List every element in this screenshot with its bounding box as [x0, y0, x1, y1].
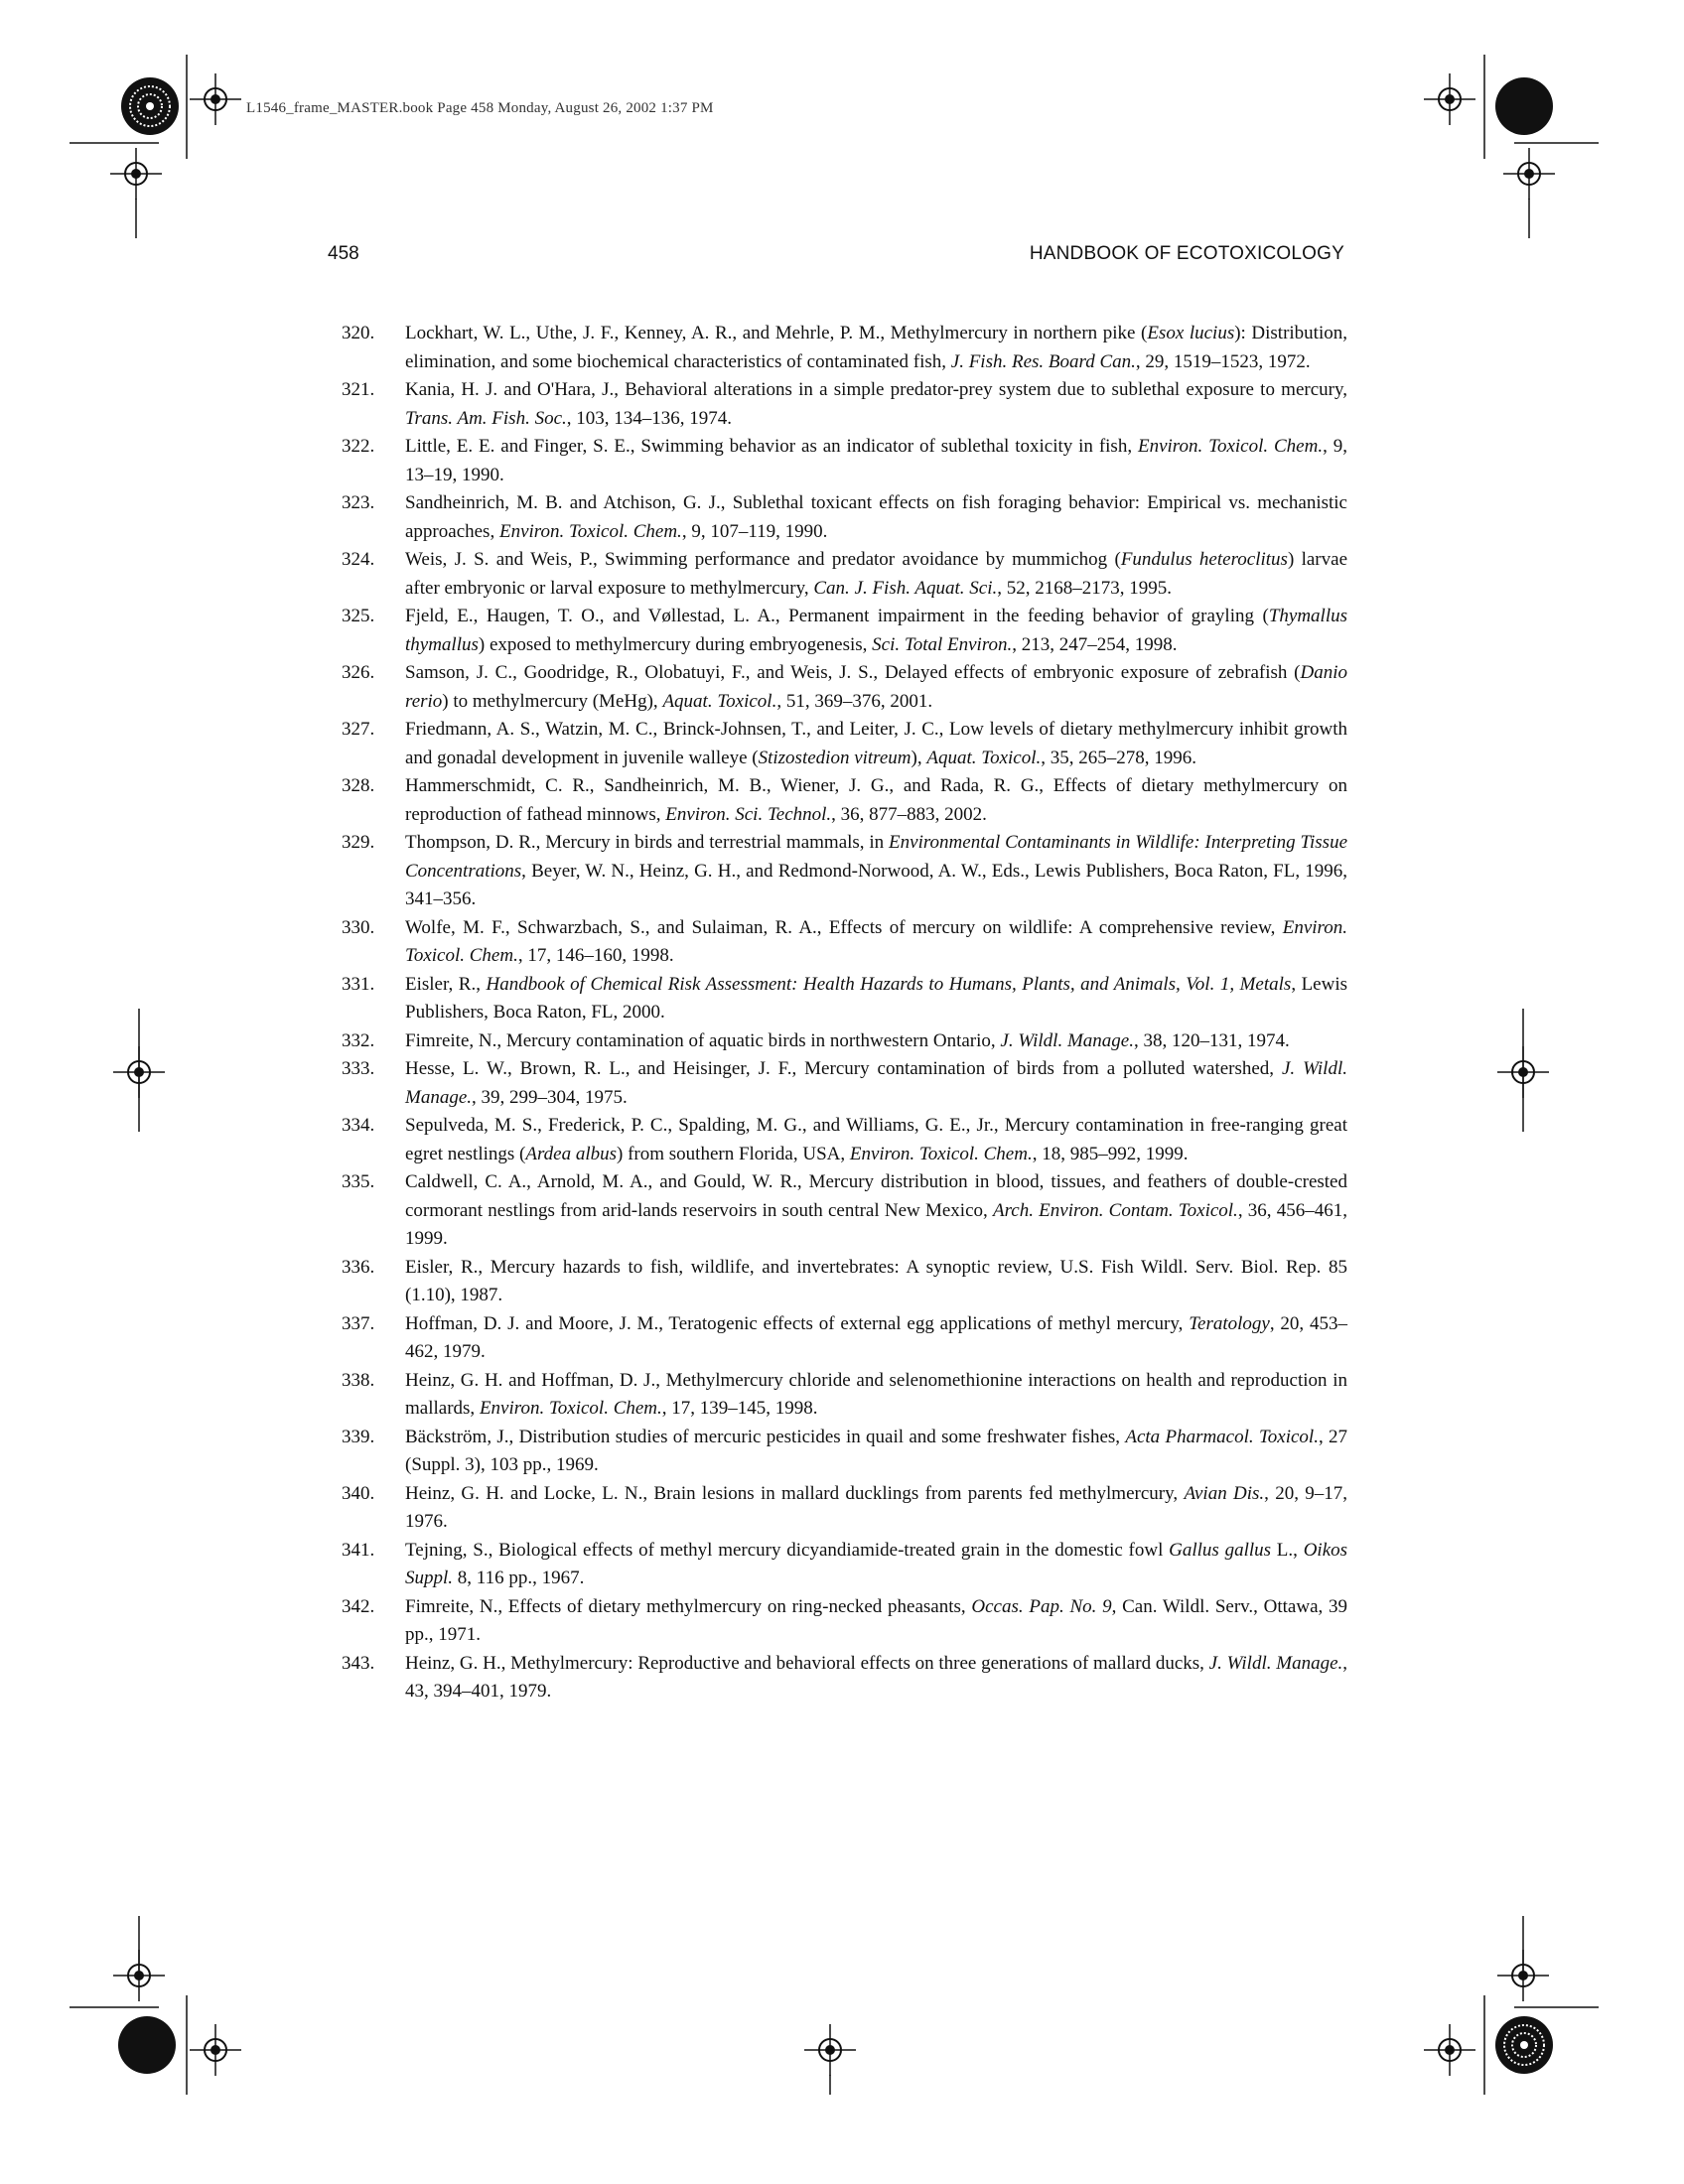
- reference-entry: [342, 1168, 1347, 1254]
- reference-text: [405, 489, 1347, 546]
- reference-entry: [342, 1310, 1347, 1367]
- reference-number: 342.: [342, 1595, 375, 1617]
- reference-italic-segment: Aquat. Toxicol.: [926, 747, 1042, 768]
- reference-segment: ) larvae after embryonic or larval exposure to methylmercury,: [405, 549, 1347, 599]
- reference-text: [405, 772, 1347, 829]
- reference-italic-segment: Trans. Am. Fish. Soc.: [405, 407, 567, 429]
- reference-italic-segment: J. Wildl. Manage.: [1208, 1652, 1343, 1674]
- reference-text: [405, 376, 1347, 433]
- reference-text: [405, 829, 1347, 914]
- reference-segment: ) exposed to methylmercury during embryogenesis,: [478, 633, 873, 655]
- reference-italic-segment: Aquat. Toxicol.: [662, 690, 777, 712]
- reference-italic-segment: Oikos Suppl.: [405, 1539, 1348, 1588]
- reference-number: 327.: [342, 719, 375, 740]
- reference-segment: , 213, 247–254, 1998.: [1012, 633, 1178, 655]
- reference-entry: [342, 489, 1347, 546]
- reference-entry: [342, 1027, 1347, 1056]
- reference-segment: , 17, 139–145, 1998.: [661, 1398, 818, 1419]
- reference-text: [405, 546, 1347, 603]
- reference-italic-segment: J. Wildl. Manage.: [405, 1058, 1347, 1108]
- reference-segment: Heinz, G. H. and Hoffman, D. J., Methylmercury chloride and selenomethionine interactions on health and reproduction in mallards,: [405, 1369, 1347, 1419]
- reference-segment: Sepulveda, M. S., Frederick, P. C., Spalding, M. G., and Williams, G. E., Jr., Mercury contamination in free-ranging great egret nestlings (: [405, 1115, 1347, 1164]
- reference-segment: Hoffman, D. J. and Moore, J. M., Teratogenic effects of external egg applications of methyl mercury,: [405, 1312, 1190, 1334]
- reference-text: [405, 1593, 1347, 1650]
- reference-segment: , 9, 107–119, 1990.: [681, 520, 828, 542]
- reference-text: [405, 1367, 1347, 1424]
- reference-entry: [342, 1112, 1347, 1168]
- reference-segment: Sandheinrich, M. B. and Atchison, G. J., Sublethal toxicant effects on fish foraging behavior: Empirical vs. mechanistic approaches,: [405, 492, 1347, 542]
- reference-segment: , 36, 877–883, 2002.: [831, 803, 987, 825]
- reference-number: 332.: [342, 1029, 375, 1051]
- reference-entry: [342, 1480, 1347, 1537]
- reference-italic-segment: Acta Pharmacol. Toxicol.: [1125, 1426, 1319, 1447]
- reference-number: 341.: [342, 1539, 375, 1561]
- reference-segment: , 43, 394–401, 1979.: [405, 1652, 1348, 1702]
- reference-entry: [342, 603, 1347, 659]
- reference-segment: ): Distribution, elimination, and some biochemical characteristics of contaminated fish,: [405, 323, 1347, 372]
- reference-text: [405, 1168, 1347, 1254]
- reference-text: [405, 971, 1347, 1027]
- reference-number: 322.: [342, 436, 375, 457]
- reference-text: [405, 1480, 1347, 1537]
- reference-number: 321.: [342, 379, 375, 400]
- reference-italic-segment: J. Fish. Res. Board Can.: [950, 350, 1136, 372]
- reference-text: [405, 1650, 1347, 1706]
- reference-segment: , 39, 299–304, 1975.: [472, 1086, 628, 1108]
- reference-entry: [342, 914, 1347, 971]
- reference-number: 326.: [342, 662, 375, 683]
- reference-segment: Hesse, L. W., Brown, R. L., and Heisinger, J. F., Mercury contamination of birds from a polluted watershed,: [405, 1058, 1282, 1079]
- reference-entry: [342, 1424, 1347, 1480]
- reference-italic-segment: Environ. Toxicol. Chem.: [849, 1143, 1033, 1164]
- reference-segment: Thompson, D. R., Mercury in birds and terrestrial mammals, in: [405, 832, 890, 853]
- reference-segment: Wolfe, M. F., Schwarzbach, S., and Sulaiman, R. A., Effects of mercury on wildlife: A comprehensive review,: [405, 916, 1283, 938]
- reference-number: 335.: [342, 1171, 375, 1192]
- reference-segment: , Beyer, W. N., Heinz, G. H., and Redmond-Norwood, A. W., Eds., Lewis Publishers, Boca Raton, FL, 1996, 341–356.: [405, 860, 1347, 909]
- reference-text: [405, 914, 1347, 971]
- reference-number: 340.: [342, 1482, 375, 1504]
- reference-segment: Fimreite, N., Mercury contamination of aquatic birds in northwestern Ontario,: [405, 1029, 1001, 1051]
- page-number: 458: [328, 243, 359, 264]
- reference-number: 343.: [342, 1652, 375, 1674]
- reference-number: 334.: [342, 1115, 375, 1136]
- reference-italic-segment: Environ. Toxicol. Chem.: [498, 520, 682, 542]
- reference-italic-segment: Fundulus heteroclitus: [1120, 549, 1288, 570]
- reference-number: 333.: [342, 1058, 375, 1079]
- reference-italic-segment: Ardea albus: [525, 1143, 618, 1164]
- reference-entry: [342, 320, 1347, 376]
- reference-entry: [342, 772, 1347, 829]
- reference-number: 339.: [342, 1426, 375, 1447]
- reference-segment: Kania, H. J. and O'Hara, J., Behavioral alterations in a simple predator-prey system due to sublethal exposure to mercury,: [405, 379, 1347, 400]
- reference-segment: Tejning, S., Biological effects of methyl mercury dicyandiamide-treated grain in the domestic fowl: [405, 1539, 1170, 1561]
- reference-text: [405, 1537, 1347, 1593]
- reference-text: [405, 1112, 1347, 1168]
- reference-italic-segment: Danio rerio: [405, 662, 1347, 712]
- reference-text: [405, 1254, 1347, 1310]
- reference-number: 329.: [342, 832, 375, 853]
- reference-segment: ) to methylmercury (MeHg),: [442, 690, 663, 712]
- reference-italic-segment: Arch. Environ. Contam. Toxicol.: [992, 1199, 1238, 1221]
- reference-text: [405, 1027, 1347, 1056]
- reference-entry: [342, 546, 1347, 603]
- reference-list: [342, 320, 1347, 1706]
- reference-entry: [342, 1367, 1347, 1424]
- reference-entry: [342, 971, 1347, 1027]
- reference-segment: , 17, 146–160, 1998.: [517, 945, 674, 966]
- file-slug: L1546_frame_MASTER.book Page 458 Monday, August 26, 2002 1:37 PM: [246, 100, 714, 116]
- reference-italic-segment: J. Wildl. Manage.: [1000, 1029, 1134, 1051]
- reference-italic-segment: Avian Dis.: [1184, 1482, 1265, 1504]
- reference-text: [405, 1310, 1347, 1367]
- reference-italic-segment: Environ. Sci. Technol.: [665, 803, 832, 825]
- reference-segment: , 35, 265–278, 1996.: [1041, 747, 1196, 768]
- reference-number: 337.: [342, 1312, 375, 1334]
- reference-segment: Heinz, G. H. and Locke, L. N., Brain lesions in mallard ducklings from parents fed methylmercury,: [405, 1482, 1185, 1504]
- reference-segment: , 38, 120–131, 1974.: [1133, 1029, 1290, 1051]
- reference-segment: , Can. Wildl. Serv., Ottawa, 39 pp., 1971.: [405, 1595, 1347, 1645]
- reference-segment: ) from southern Florida, USA,: [617, 1143, 850, 1164]
- reference-segment: 8, 116 pp., 1967.: [453, 1568, 585, 1588]
- reference-number: 324.: [342, 549, 375, 570]
- reference-segment: Lockhart, W. L., Uthe, J. F., Kenney, A. R., and Mehrle, P. M., Methylmercury in northern pike (: [405, 323, 1148, 343]
- reference-text: [405, 659, 1347, 716]
- reference-text: [405, 433, 1347, 489]
- reference-entry: [342, 1537, 1347, 1593]
- reference-segment: Friedmann, A. S., Watzin, M. C., Brinck-Johnsen, T., and Leiter, J. C., Low levels of dietary methylmercury inhibit growth and gonadal development in juvenile walleye (: [405, 719, 1347, 768]
- reference-number: 330.: [342, 916, 375, 938]
- reference-segment: Samson, J. C., Goodridge, R., Olobatuyi, F., and Weis, J. S., Delayed effects of embryonic exposure of zebrafish (: [405, 662, 1301, 683]
- reference-entry: [342, 1593, 1347, 1650]
- reference-segment: L.,: [1271, 1539, 1304, 1561]
- running-head: HANDBOOK OF ECOTOXICOLOGY: [1029, 243, 1344, 264]
- reference-text: [405, 320, 1347, 376]
- reference-segment: , 18, 985–992, 1999.: [1032, 1143, 1189, 1164]
- reference-segment: Weis, J. S. and Weis, P., Swimming performance and predator avoidance by mummichog (: [405, 549, 1121, 570]
- reference-number: 331.: [342, 973, 375, 995]
- reference-text: [405, 716, 1347, 772]
- reference-entry: [342, 1254, 1347, 1310]
- reference-italic-segment: Environmental Contaminants in Wildlife: Interpreting Tissue Concentrations: [405, 832, 1348, 882]
- reference-segment: Eisler, R., Mercury hazards to fish, wildlife, and invertebrates: A synoptic review, U.S. Fish Wildl. Serv. Biol. Rep. 85 (1.10), 1987.: [405, 1256, 1347, 1305]
- reference-segment: , 36, 456–461, 1999.: [405, 1199, 1348, 1249]
- reference-italic-segment: Occas. Pap. No. 9: [971, 1595, 1112, 1617]
- reference-text: [405, 1424, 1347, 1480]
- reference-segment: , Lewis Publishers, Boca Raton, FL, 2000.: [405, 973, 1347, 1023]
- reference-segment: , 103, 134–136, 1974.: [566, 407, 733, 429]
- reference-entry: [342, 1055, 1347, 1112]
- reference-segment: , 27 (Suppl. 3), 103 pp., 1969.: [405, 1426, 1348, 1475]
- reference-segment: Heinz, G. H., Methylmercury: Reproductive and behavioral effects on three generations of mallard ducks,: [405, 1652, 1209, 1674]
- reference-segment: Fimreite, N., Effects of dietary methylmercury on ring-necked pheasants,: [405, 1595, 972, 1617]
- reference-italic-segment: Stizostedion vitreum: [758, 747, 912, 768]
- reference-segment: , 52, 2168–2173, 1995.: [997, 577, 1172, 599]
- reference-segment: , 20, 453–462, 1979.: [405, 1312, 1347, 1362]
- reference-number: 323.: [342, 492, 375, 513]
- reference-text: [405, 1055, 1347, 1112]
- reference-italic-segment: Gallus gallus: [1169, 1539, 1272, 1561]
- reference-number: 320.: [342, 323, 375, 343]
- reference-italic-segment: Thymallus thymallus: [405, 606, 1347, 655]
- reference-italic-segment: Can. J. Fish. Aquat. Sci.: [813, 577, 998, 599]
- reference-segment: Little, E. E. and Finger, S. E., Swimming behavior as an indicator of sublethal toxicity in fish,: [405, 436, 1138, 457]
- reference-entry: [342, 433, 1347, 489]
- reference-italic-segment: Handbook of Chemical Risk Assessment: Health Hazards to Humans, Plants, and Animals, Vol. 1, Metals: [486, 973, 1292, 995]
- reference-entry: [342, 1650, 1347, 1706]
- reference-number: 336.: [342, 1256, 375, 1278]
- reference-segment: Hammerschmidt, C. R., Sandheinrich, M. B., Wiener, J. G., and Rada, R. G., Effects of dietary methylmercury on reproduction of fathead minnows,: [405, 775, 1347, 825]
- reference-segment: Bäckström, J., Distribution studies of mercuric pesticides in quail and some freshwater fishes,: [405, 1426, 1126, 1447]
- reference-segment: Fjeld, E., Haugen, T. O., and Vøllestad, L. A., Permanent impairment in the feeding behavior of grayling (: [405, 606, 1269, 626]
- reference-segment: ),: [911, 747, 927, 768]
- reference-entry: [342, 376, 1347, 433]
- reference-italic-segment: Esox lucius: [1147, 323, 1235, 343]
- reference-entry: [342, 829, 1347, 914]
- reference-entry: [342, 716, 1347, 772]
- reference-segment: , 51, 369–376, 2001.: [776, 690, 933, 712]
- reference-italic-segment: Environ. Toxicol. Chem.: [479, 1398, 662, 1419]
- reference-italic-segment: Environ. Toxicol. Chem.: [1137, 436, 1324, 457]
- reference-number: 328.: [342, 775, 375, 796]
- reference-segment: , 29, 1519–1523, 1972.: [1135, 350, 1311, 372]
- reference-text: [405, 603, 1347, 659]
- reference-segment: , 9, 13–19, 1990.: [405, 436, 1347, 485]
- reference-segment: , 20, 9–17, 1976.: [405, 1482, 1348, 1532]
- reference-number: 325.: [342, 606, 375, 626]
- reference-segment: Caldwell, C. A., Arnold, M. A., and Gould, W. R., Mercury distribution in blood, tissues, and feathers of double-crested cormorant nestlings from arid-lands reservoirs in south central New Mexico,: [405, 1171, 1347, 1221]
- reference-italic-segment: Environ. Toxicol. Chem.: [405, 916, 1347, 966]
- reference-number: 338.: [342, 1369, 375, 1391]
- reference-italic-segment: Teratology: [1189, 1312, 1270, 1334]
- reference-entry: [342, 659, 1347, 716]
- reference-italic-segment: Sci. Total Environ.: [872, 633, 1013, 655]
- reference-segment: Eisler, R.,: [405, 973, 487, 995]
